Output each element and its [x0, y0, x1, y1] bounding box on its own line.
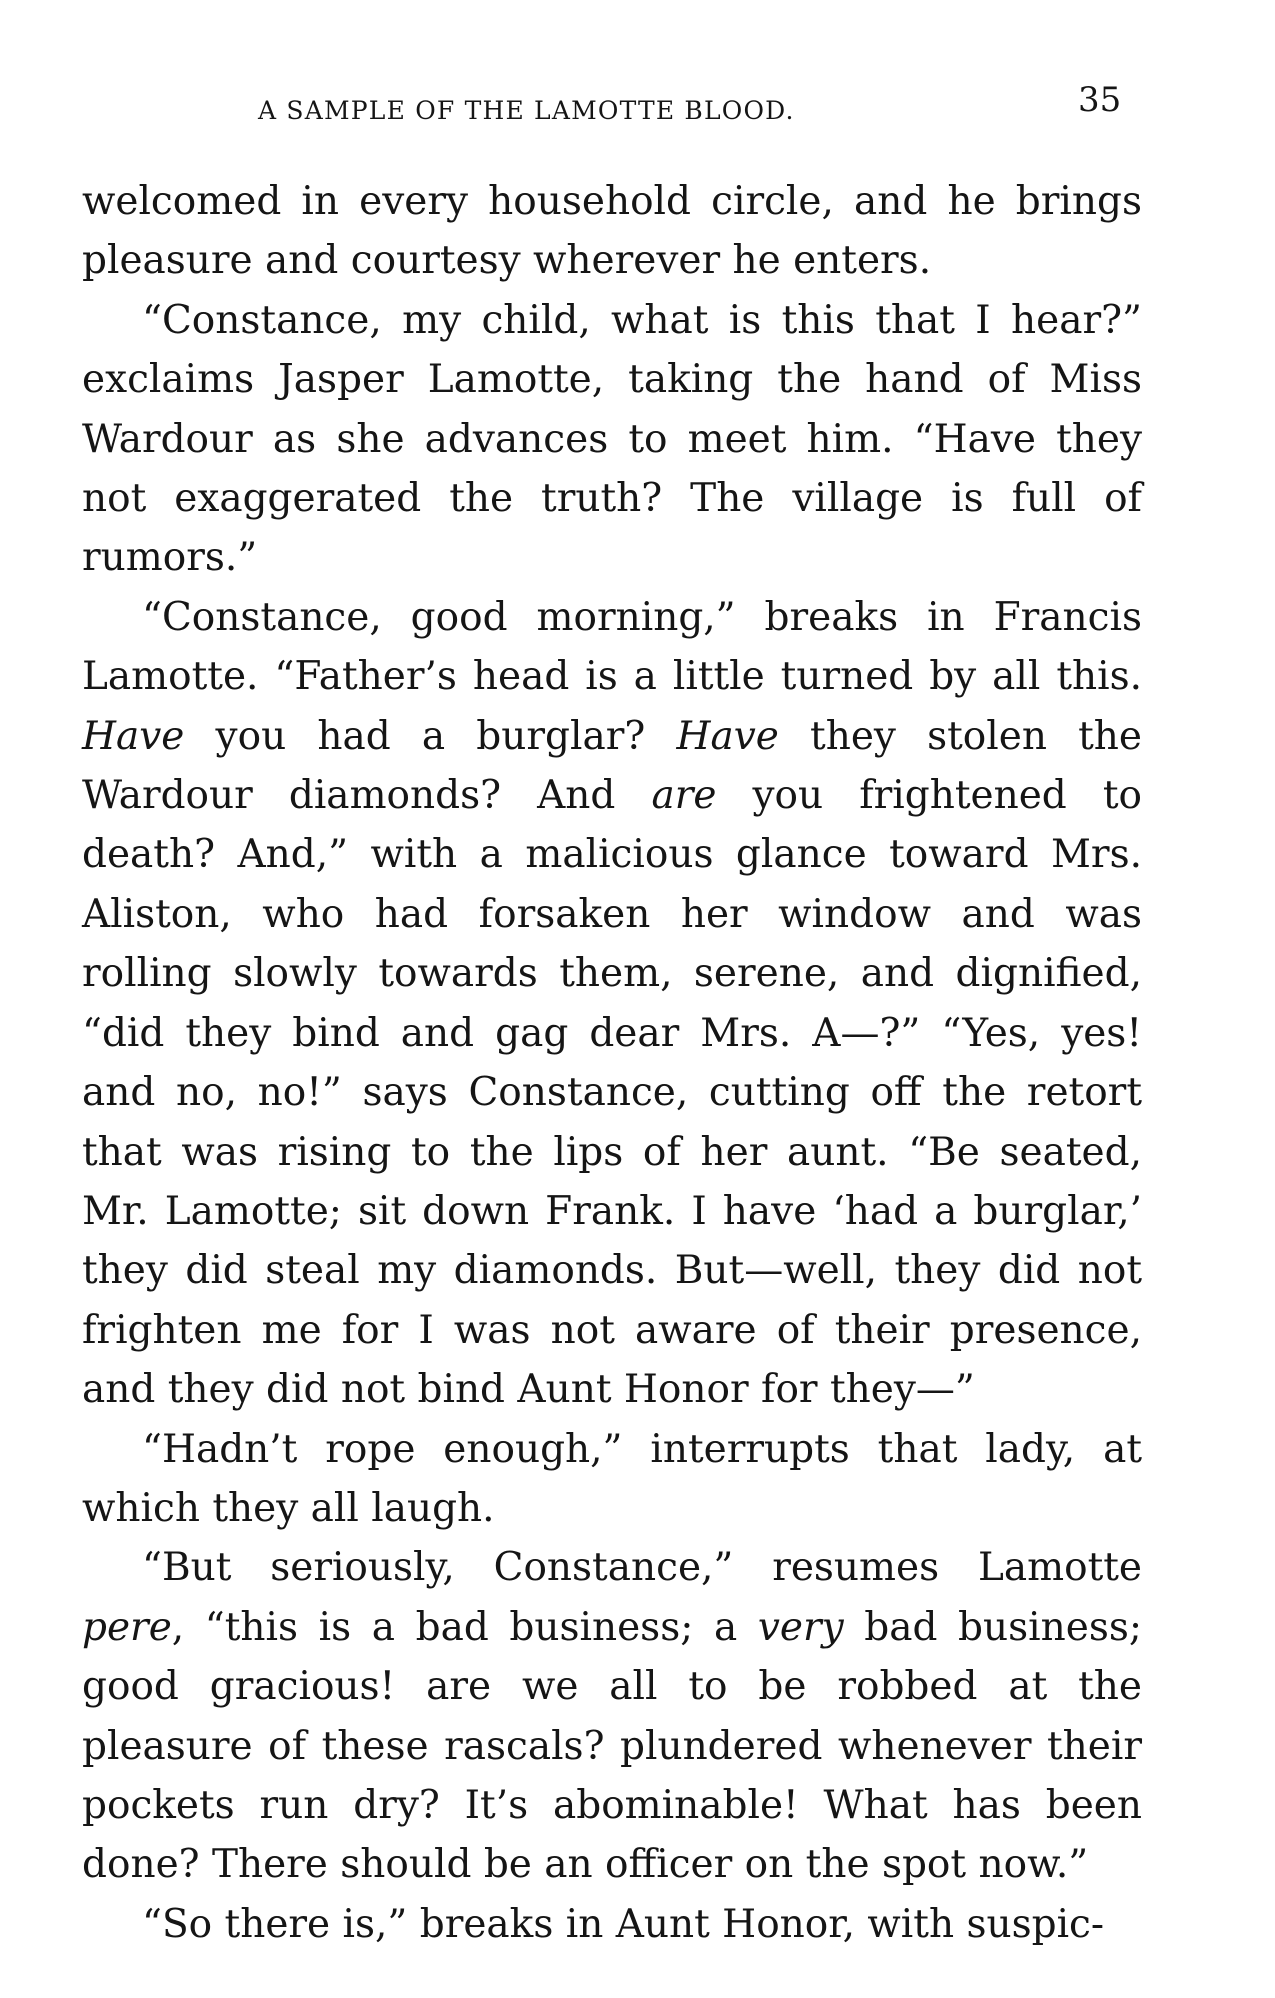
italic-run: are — [651, 773, 717, 819]
italic-run: Have — [82, 713, 185, 759]
text-run: “Constance, my child, what is this that I hear?” exclaims Jasper Lamotte, taking the hand of Miss Wardour as she advances to meet him. “Have they not exaggerated the truth? The village is full of rumors.” — [82, 297, 1142, 581]
text-run: , “this is a bad business; a — [171, 1604, 758, 1650]
text-run: “Constance, good morning,” breaks in Francis Lamotte. “Father’s head is a little turned by all this. — [82, 594, 1142, 700]
paragraph — [82, 1420, 1142, 1539]
page-number: 35 — [1078, 80, 1122, 120]
text-run: “Hadn’t rope enough,” interrupts that lady, at which they all laugh. — [82, 1426, 1142, 1531]
text-run: they stolen the Wardour diamonds? And — [82, 713, 1142, 819]
text-run: “So there is,” breaks in Aunt Honor, with suspic- — [142, 1901, 1105, 1947]
body-text — [82, 172, 1142, 1954]
paragraph — [82, 291, 1142, 588]
text-run: you had a burglar? — [184, 713, 677, 759]
italic-run: pere — [82, 1604, 172, 1650]
paragraph — [82, 1895, 1142, 1954]
paragraph — [82, 1538, 1142, 1894]
paragraph — [82, 588, 1142, 1420]
italic-run: very — [757, 1604, 844, 1650]
text-run: welcomed in every household circle, and he brings pleasure and courtesy wherever he enters. — [82, 179, 1142, 284]
paragraph — [82, 172, 1142, 291]
text-run: bad business; good gracious! are we all to be robbed at the pleasure of these rascals? plundered whenever their pockets run dry? It’s abominable! What has been done? There should be an officer on the spot now.” — [82, 1604, 1142, 1888]
text-run: you frightened to death? And,” with a malicious glance toward Mrs. Aliston, who had forsaken her window and was rolling slowly towards them, serene, and dignified, “did they bind and gag dear Mrs. A—?” “Yes, yes! and no, no!” says Constance, cutting off the retort that was rising to the lips of her aunt. “Be seated, Mr. Lamotte; sit down Frank. I have ‘had a burglar,’ they did steal my diamonds. But—well, they did not frighten me for I was not aware of their presence, and they did not bind Aunt Honor for they—” — [82, 773, 1142, 1413]
text-run: “But seriously, Constance,” resumes Lamotte — [142, 1545, 1142, 1591]
italic-run: Have — [676, 713, 779, 759]
running-head-title: A SAMPLE OF THE LAMOTTE BLOOD. — [258, 96, 795, 125]
